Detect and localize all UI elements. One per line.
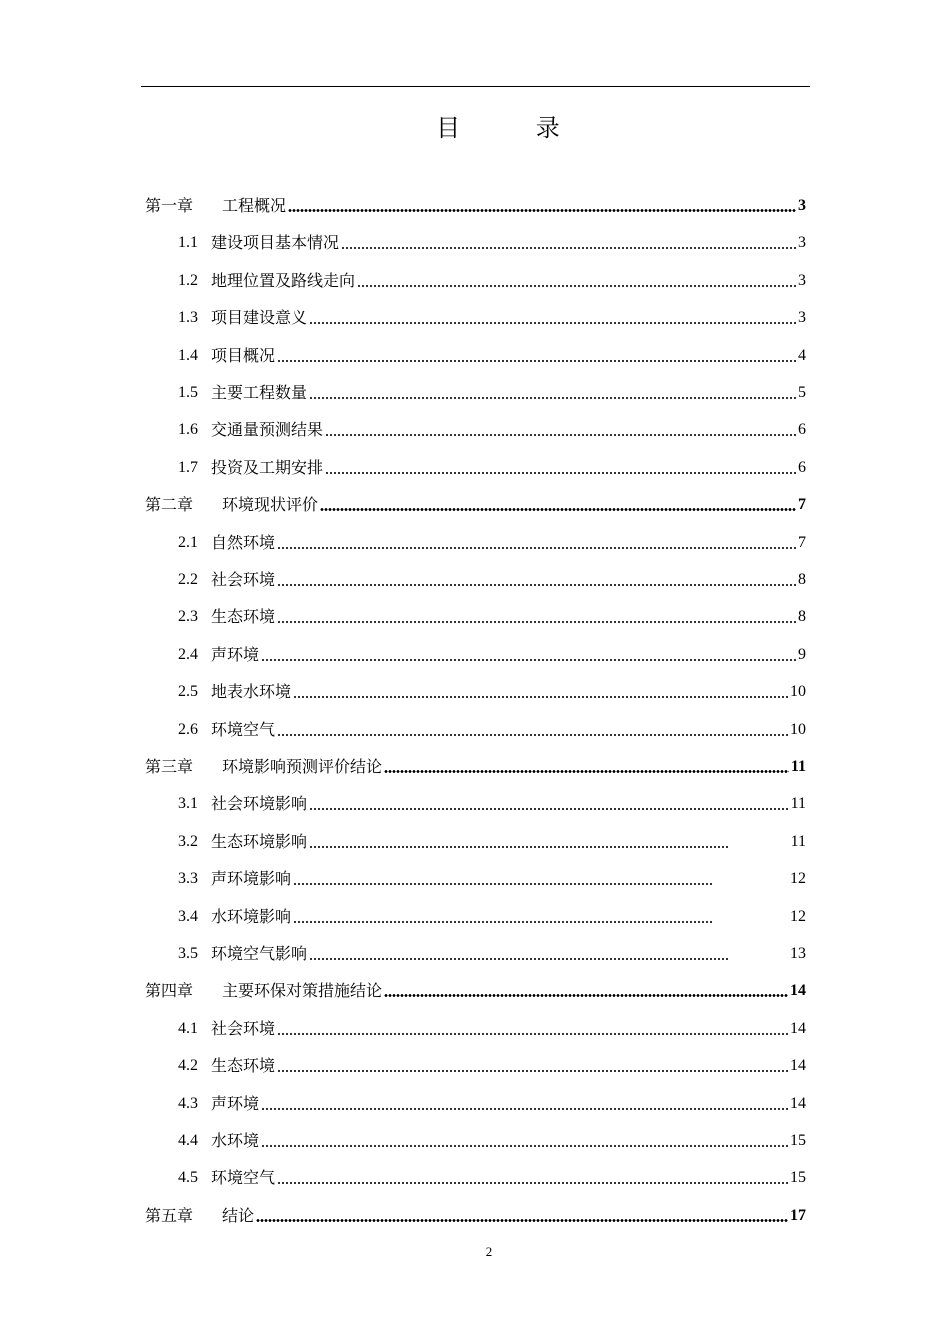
toc-dot-leader (261, 1145, 788, 1147)
toc-entry-title: 声环境 (211, 644, 260, 664)
toc-dot-leader (277, 547, 796, 549)
toc-entry-page: 15 (790, 1169, 806, 1187)
toc-dot-leader (277, 360, 796, 362)
toc-entry-page: 14 (790, 1019, 806, 1037)
toc-dot-leader (277, 1070, 788, 1072)
toc-entry-page: 3 (798, 234, 806, 252)
toc-section-entry[interactable] (178, 1013, 806, 1039)
toc-section-entry[interactable] (178, 265, 806, 291)
toc-entry-number: 2.6 (178, 720, 198, 738)
toc-dot-leader (309, 322, 796, 324)
toc-entry-title: 声环境影响 (211, 869, 292, 889)
header-rule (141, 86, 810, 87)
toc-entry-page: 11 (790, 795, 806, 813)
toc-entry-title: 声环境 (211, 1093, 260, 1113)
toc-entry-number: 4.2 (178, 1057, 198, 1075)
toc-section-entry[interactable] (178, 714, 806, 740)
toc-entry-page: 15 (790, 1132, 806, 1149)
toc-entry-number: 第五章 (145, 1205, 194, 1225)
toc-entry-number: 2.3 (178, 608, 198, 626)
toc-section-entry[interactable] (178, 676, 806, 702)
toc-entry-title: 投资及工期安排 (211, 457, 324, 477)
toc-entry-number: 2.2 (178, 571, 198, 588)
toc-entry-number: 第二章 (145, 495, 194, 515)
toc-entry-title: 主要工程数量 (211, 383, 308, 402)
toc-dot-leader (309, 808, 789, 810)
toc-entry-title: 水环境影响 (211, 906, 292, 926)
toc-entry-page: 13 (790, 945, 806, 962)
toc-dot-leader (277, 621, 796, 623)
toc-entry-page: 8 (798, 571, 806, 588)
toc-dot-leader (261, 1108, 788, 1110)
page-number: 2 (485, 1244, 493, 1259)
toc-entry-title: 主要环保对策措施结论 (222, 981, 383, 1001)
toc-entry-title: 水环境 (211, 1131, 260, 1150)
toc-section-entry[interactable] (178, 414, 806, 440)
toc-entry-title: 项目概况 (211, 345, 276, 365)
toc-entry-page: 9 (798, 645, 806, 663)
toc-entry-title: 自然环境 (211, 532, 276, 552)
toc-entry-number: 3.3 (178, 870, 198, 888)
toc-entry-title: 建设项目基本情况 (211, 233, 340, 253)
toc-entry-number: 3.5 (178, 945, 198, 962)
toc-entry-page: 11 (790, 758, 806, 775)
toc-dot-leader (277, 584, 796, 586)
toc-entry-number: 1.3 (178, 309, 198, 327)
toc-section-entry[interactable] (178, 227, 806, 253)
toc-section-entry[interactable] (178, 340, 806, 366)
toc-entry-title: 生态环境 (211, 607, 276, 627)
toc-entry-page: 14 (790, 982, 806, 1000)
toc-entry-number: 第三章 (145, 757, 194, 776)
toc-dot-leader (309, 958, 729, 960)
toc-section-entry[interactable] (178, 564, 806, 590)
toc-entry-title: 交通量预测结果 (211, 420, 324, 440)
toc-entry-title: 环境影响预测评价结论 (222, 757, 383, 776)
toc-dot-leader (277, 1182, 788, 1184)
toc-entry-number: 第四章 (145, 981, 194, 1001)
toc-entry-number: 4.1 (178, 1019, 198, 1037)
toc-entry-page: 11 (790, 832, 806, 850)
toc-chapter-entry[interactable] (145, 1200, 806, 1226)
toc-entry-title: 环境空气影响 (211, 944, 308, 963)
toc-entry-page: 7 (798, 496, 806, 514)
toc-entry-title: 环境空气 (211, 1168, 276, 1188)
toc-entry-title: 生态环境影响 (211, 831, 308, 851)
toc-entry-number: 3.4 (178, 907, 198, 925)
toc-entry-page: 6 (798, 421, 806, 439)
toc-dot-leader (325, 472, 796, 474)
toc-entry-number: 2.1 (178, 533, 198, 551)
toc-section-entry[interactable] (178, 788, 806, 814)
toc-section-entry[interactable] (178, 826, 806, 852)
toc-entry-title: 结论 (222, 1205, 255, 1225)
toc-dot-leader (277, 734, 788, 736)
toc-entry-title: 环境现状评价 (222, 495, 319, 515)
toc-dot-leader (384, 770, 789, 773)
toc-entry-page: 3 (798, 197, 806, 214)
toc-dot-leader (293, 921, 713, 923)
toc-entry-title: 工程概况 (222, 196, 287, 215)
toc-entry-number: 2.5 (178, 683, 198, 701)
toc-dot-leader (288, 209, 796, 212)
toc-entry-number: 4.3 (178, 1094, 198, 1112)
toc-entry-number: 3.2 (178, 832, 198, 850)
toc-entry-number: 1.6 (178, 421, 198, 439)
toc-entry-page: 17 (790, 1206, 806, 1224)
toc-chapter-entry[interactable] (145, 975, 806, 1001)
toc-entry-page: 5 (798, 384, 806, 401)
toc-entry-number: 1.1 (178, 234, 198, 252)
toc-entry-number: 1.2 (178, 271, 198, 289)
toc-section-entry[interactable] (178, 639, 806, 665)
toc-entry-page: 3 (798, 271, 806, 289)
toc-entry-page: 12 (790, 907, 806, 925)
toc-entry-number: 2.4 (178, 645, 198, 663)
toc-section-entry[interactable] (178, 1162, 806, 1188)
toc-section-entry[interactable] (178, 863, 806, 889)
toc-entry-number: 1.7 (178, 458, 198, 476)
toc-dot-leader (341, 247, 796, 249)
toc-dot-leader (320, 508, 796, 511)
toc-entry-number: 1.4 (178, 346, 198, 364)
toc-entry-title: 项目建设意义 (211, 308, 308, 328)
toc-dot-leader (293, 696, 788, 698)
toc-entry-title: 地表水环境 (211, 682, 292, 702)
toc-section-entry[interactable] (178, 527, 806, 553)
toc-entry-title: 生态环境 (211, 1056, 276, 1076)
toc-entry-title: 社会环境 (211, 570, 276, 589)
toc-dot-leader (293, 883, 713, 885)
toc-chapter-entry[interactable] (145, 489, 806, 515)
toc-entry-page: 14 (790, 1057, 806, 1075)
toc-entry-page: 14 (790, 1094, 806, 1112)
toc-entry-number: 4.4 (178, 1132, 198, 1149)
toc-entry-title: 社会环境 (211, 1018, 276, 1038)
toc-entry-number: 4.5 (178, 1169, 198, 1187)
toc-entry-title: 社会环境影响 (211, 794, 308, 814)
toc-dot-leader (309, 846, 729, 848)
toc-section-entry[interactable] (178, 601, 806, 627)
toc-chapter-entry[interactable] (145, 751, 806, 777)
toc-dot-leader (277, 1033, 788, 1035)
toc-entry-title: 地理位置及路线走向 (211, 270, 356, 290)
toc-section-entry[interactable] (178, 452, 806, 478)
page-title: 目 录 (436, 114, 594, 142)
toc-dot-leader (256, 1219, 788, 1222)
toc-entry-number: 3.1 (178, 795, 198, 813)
toc-entry-number: 第一章 (145, 196, 194, 215)
toc-entry-page: 6 (798, 458, 806, 476)
toc-entry-number: 1.5 (178, 384, 198, 401)
toc-chapter-entry[interactable] (145, 190, 806, 216)
toc-section-entry[interactable] (178, 1088, 806, 1114)
toc-entry-page: 10 (790, 720, 806, 738)
toc-dot-leader (384, 994, 788, 997)
toc-dot-leader (261, 659, 796, 661)
toc-section-entry[interactable] (178, 1050, 806, 1076)
toc-section-entry[interactable] (178, 302, 806, 328)
toc-dot-leader (325, 434, 796, 436)
toc-section-entry[interactable] (178, 901, 806, 927)
toc-entry-page: 12 (790, 870, 806, 888)
toc-entry-page: 10 (790, 683, 806, 701)
toc-dot-leader (357, 285, 796, 287)
toc-section-entry[interactable] (178, 377, 806, 403)
toc-entry-page: 8 (798, 608, 806, 626)
toc-section-entry[interactable] (178, 938, 806, 964)
toc-entry-page: 7 (798, 533, 806, 551)
toc-section-entry[interactable] (178, 1125, 806, 1151)
toc-dot-leader (309, 397, 796, 399)
toc-entry-page: 3 (798, 309, 806, 327)
toc-entry-title: 环境空气 (211, 719, 276, 739)
toc-entry-page: 4 (798, 346, 806, 364)
